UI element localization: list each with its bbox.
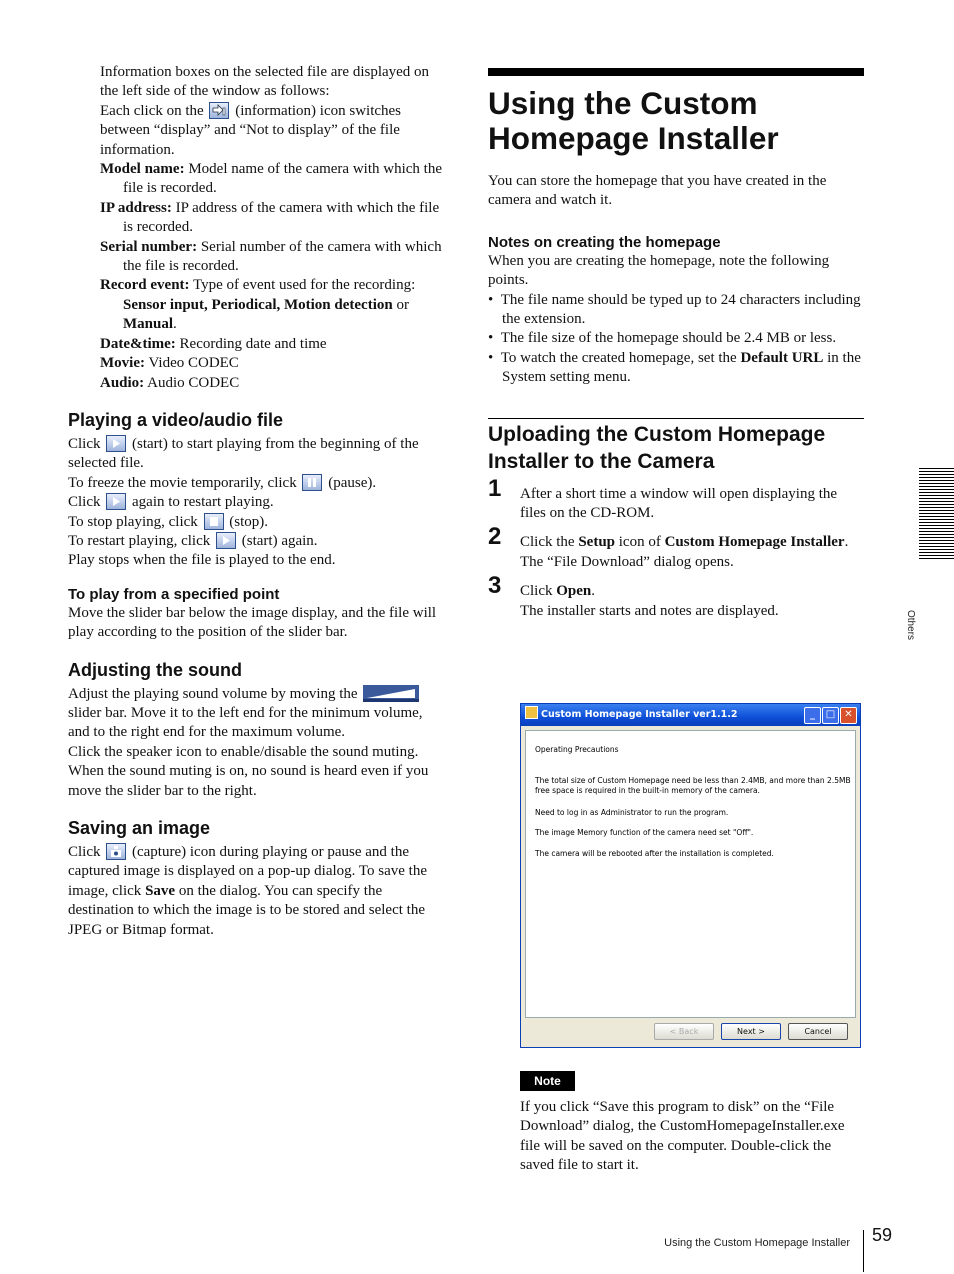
dialog-line-1b: free space is required in the built-in memory of the camera. [535,786,760,795]
pause-icon [302,474,322,491]
side-section-label: Others [905,610,916,641]
specified-text: Move the slider bar below the image display, and the file will play according to the position of the slider bar. [68,604,437,641]
saving-heading: Saving an image [68,818,211,838]
sound-text-1: Adjust the playing sound volume by moving the slider bar. Move it to the left end for the minimum volume, and to the right end for the maximum volume. [68,685,423,741]
page-number: 59 [872,1225,893,1245]
note-label: Note [520,1071,575,1091]
field-model: Model name: Model name of the camera with which the file is recorded. [100,161,442,197]
field-audio: Audio: Audio CODEC [100,374,240,391]
step-number: 3 [488,572,502,600]
step-2 [488,523,864,572]
right-column [488,68,864,621]
next-button[interactable]: Next > [721,1023,781,1040]
notes-heading: Notes on creating the homepage [488,233,721,251]
section-heading: Uploading the Custom Homepage Installer to the Camera [488,418,864,475]
step-1 [488,474,864,524]
footer-rule [863,1230,864,1272]
dialog-line-2: Need to log in as Administrator to run the program. [535,808,729,817]
dialog-title: Custom Homepage Installer ver1.1.2 [541,709,738,720]
dialog-heading: Operating Precautions [535,745,619,754]
notes-intro: When you are creating the homepage, note the following points. [488,252,830,289]
capture-icon [106,843,126,860]
side-tab-stripes [919,468,954,560]
page-title: Using the Custom Homepage Installer [488,85,779,156]
footer-text: Using the Custom Homepage Installer [664,1237,850,1249]
sound-text-2: Click the speaker icon to enable/disable the sound muting. [68,743,419,760]
volume-slider-icon [363,685,419,702]
note-text: If you click “Save this program to disk” on the “File Download” dialog, the CustomHomepageInstaller.exe file will be saved on the computer. Double-click the saved file to start it. [520,1099,845,1174]
step-text: After a short time a window will open displaying the files on the CD-ROM. [520,485,838,522]
app-icon [525,706,538,719]
cancel-button[interactable]: Cancel [788,1023,848,1040]
step-text: Click Open. [520,583,596,600]
back-button[interactable]: < Back [654,1023,714,1040]
field-movie: Movie: Video CODEC [100,355,239,372]
step-3 [488,572,864,621]
information-icon [209,102,229,119]
sound-heading: Adjusting the sound [68,659,242,680]
step-number: 2 [488,523,502,551]
step-text: Click the Setup icon of Custom Homepage Installer. [520,534,849,551]
field-record: Record event: Type of event used for the recording: Sensor input, Periodical, Motion detection or Manual. [100,277,416,333]
step-subtext: The installer starts and notes are displayed. [520,602,779,619]
dialog-line-4: The camera will be rebooted after the installation is completed. [535,849,774,858]
installer-dialog [520,703,861,1048]
start-icon [106,435,126,452]
step-subtext: The “File Download” dialog opens. [520,553,734,570]
dialog-titlebar [521,704,860,726]
field-serial: Serial number: Serial number of the camera with which the file is recorded. [100,238,442,275]
playing-line-5: To restart playing, click (start) again. [68,532,318,549]
start-icon [216,532,236,549]
step-number: 1 [488,474,502,502]
field-date: Date&time: Recording date and time [100,335,327,352]
notes-bullet-3: • To watch the created homepage, set the Default URL in the System setting menu. [488,349,861,386]
stop-icon [204,513,224,530]
info-icon-text: Each click on the (information) icon switches between “display” and “Not to display” of the file information. [100,102,402,158]
playing-line-2: To freeze the movie temporarily, click (pause). [68,474,377,491]
playing-line-1: Click (start) to start playing from the beginning of the selected file. [68,435,419,472]
left-column [68,63,443,940]
minimize-icon[interactable]: _ [804,707,821,724]
title-rule [488,68,864,76]
sound-text-3: When the sound muting is on, no sound is heard even if you move the slider bar to the right. [68,763,429,799]
saving-text: Click (capture) icon during playing or pause and the captured image is displayed on a pop-up dialog. To save the image, click Save on the dialog. You can specify the destination to which the image is to be stored and select the JPEG or Bitmap format. [68,844,427,938]
intro-text: Information boxes on the selected file are displayed on the left side of the window as follows: [100,64,430,100]
playing-heading: Playing a video/audio file [68,409,284,430]
file-info-block [100,63,443,393]
notes-bullet-1: • The file name should be typed up to 24 characters including the extension. [488,291,861,328]
dialog-line-3: The image Memory function of the camera need set "Off". [535,828,754,837]
playing-line-4: To stop playing, click (stop). [68,513,269,530]
specified-heading: To play from a specified point [68,585,280,603]
playing-line-3: Click again to restart playing. [68,494,274,511]
maximize-icon[interactable]: □ [822,707,839,724]
dialog-content [525,730,856,1018]
notes-bullet-2: • The file size of the homepage should be 2.4 MB or less. [488,330,837,347]
intro-text: You can store the homepage that you have created in the camera and watch it. [488,173,827,209]
dialog-line-1a: The total size of Custom Homepage need be less than 2.4MB, and more than 2.5MB [535,776,851,785]
start-icon [106,493,126,510]
playing-line-6: Play stops when the file is played to the end. [68,552,336,569]
close-icon[interactable]: ✕ [840,707,857,724]
field-ip: IP address: IP address of the camera with which the file is recorded. [100,199,440,236]
